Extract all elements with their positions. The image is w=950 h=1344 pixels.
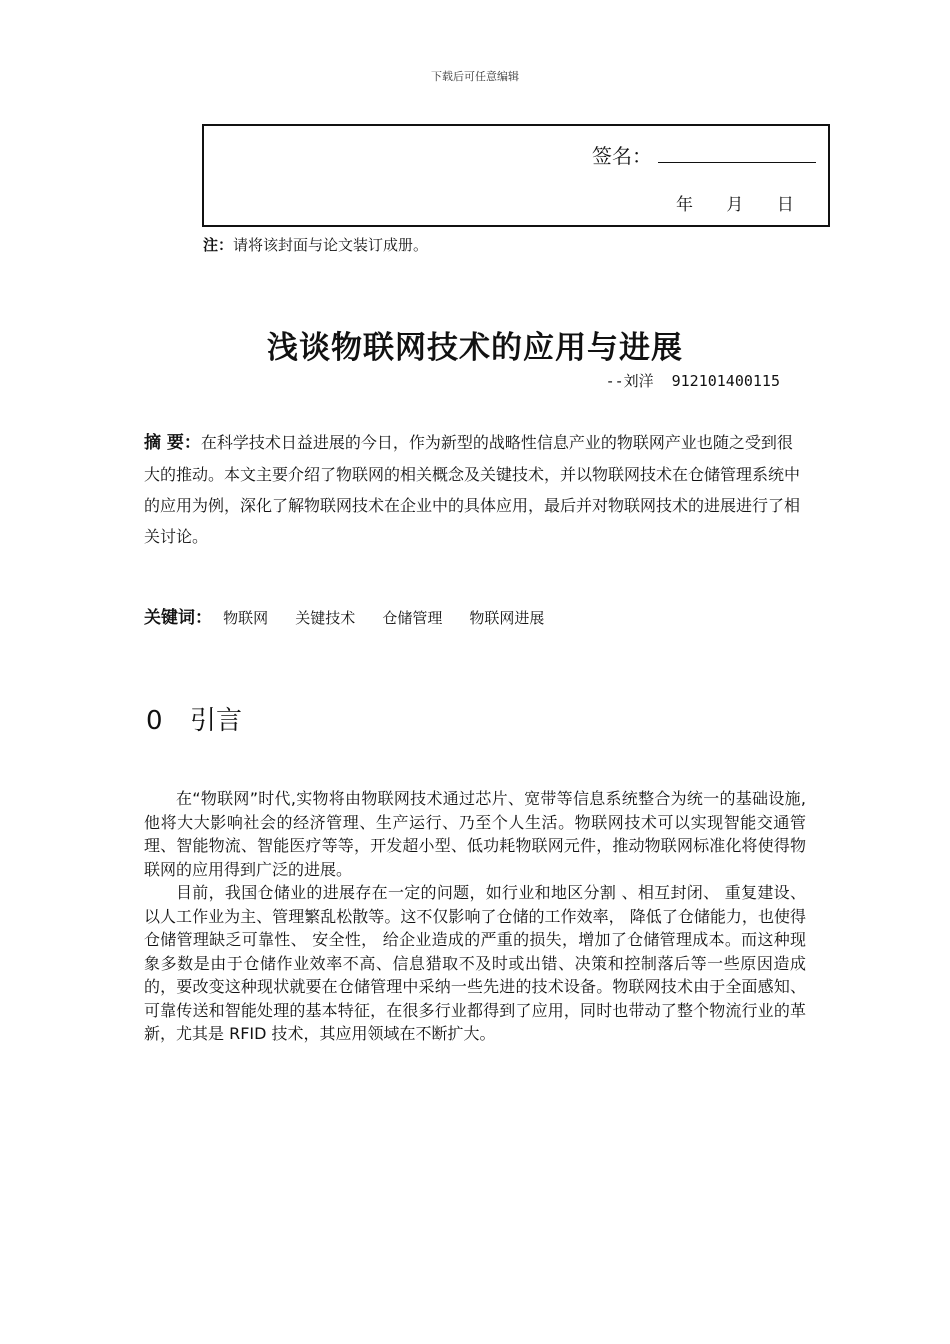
- keyword-item: 物联网进展: [469, 609, 545, 627]
- note-text: 请将该封面与论文装订成册。: [233, 236, 429, 254]
- keyword-item: 关键技术: [295, 609, 356, 627]
- binding-note: [203, 234, 428, 255]
- paragraph: 在“物联网”时代,实物将由物联网技术通过芯片、宽带等信息系统整合为统一的基础设施,他将大大影响社会的经济管理、生产运行、乃至个人生活。物联网技术可以实现智能交通管理、智能物流、智能医疗等等，开发超小型、低功耗物联网元件，推动物联网标准化将使得物联网的应用得到广泛的进展。: [144, 789, 806, 879]
- date-day-label: 日: [776, 195, 794, 215]
- keywords-label: 关键词：: [144, 608, 212, 628]
- body-text: [144, 787, 806, 1046]
- abstract-text: 在科学技术日益进展的今日，作为新型的战略性信息产业的物联网产业也随之受到很大的推动。本文主要介绍了物联网的相关概念及关键技术，并以物联网技术在仓储管理系统中的应用为例，深化了解物联网技术在企业中的具体应用，最后并对物联网技术的进展进行了相关讨论。: [144, 433, 801, 546]
- keyword-item: 物联网: [223, 609, 269, 627]
- page-header-note: 下载后可任意编辑: [431, 70, 519, 83]
- date-year-label: 年: [676, 195, 693, 215]
- signature-box: [202, 124, 830, 227]
- author-id: 912101400115: [671, 372, 780, 390]
- note-label: 注：: [203, 236, 234, 254]
- abstract-label: 摘 要：: [144, 433, 201, 453]
- keyword-item: 仓储管理: [382, 609, 443, 627]
- date-row: [676, 190, 794, 215]
- keywords: [144, 603, 566, 628]
- section-number: 0: [146, 706, 163, 736]
- paper-title: 浅谈物联网技术的应用与进展: [267, 330, 683, 366]
- date-month-label: 月: [726, 195, 744, 215]
- signature-line: [658, 162, 816, 163]
- paragraph: 目前，我国仓储业的进展存在一定的问题，如行业和地区分割 、相互封闭、 重复建设、以人工作业为主、管理繁乱松散等。这不仅影响了仓储的工作效率， 降低了仓储能力，也使得仓储管理缺乏可靠性、 安全性， 给企业造成的严重的损失，增加了仓储管理成本。而这种现象多数是由于仓储作业效率不高、信息猎取不及时或出错、决策和控制落后等一些原因造成的，要改变这种现状就要在仓储管理中采纳一些先进的技术设备。物联网技术由于全面感知、可靠传送和智能处理的基本特征，在很多行业都得到了应用，同时也带动了整个物流行业的革新，尤其是 RFID 技术，其应用领域在不断扩大。: [144, 883, 806, 1043]
- author-name: --刘洋: [605, 372, 654, 390]
- abstract: [144, 427, 806, 552]
- section-heading: [146, 700, 242, 737]
- author-line: [606, 370, 780, 391]
- signature-label: 签名：: [592, 144, 652, 168]
- section-title: 引言: [190, 706, 243, 736]
